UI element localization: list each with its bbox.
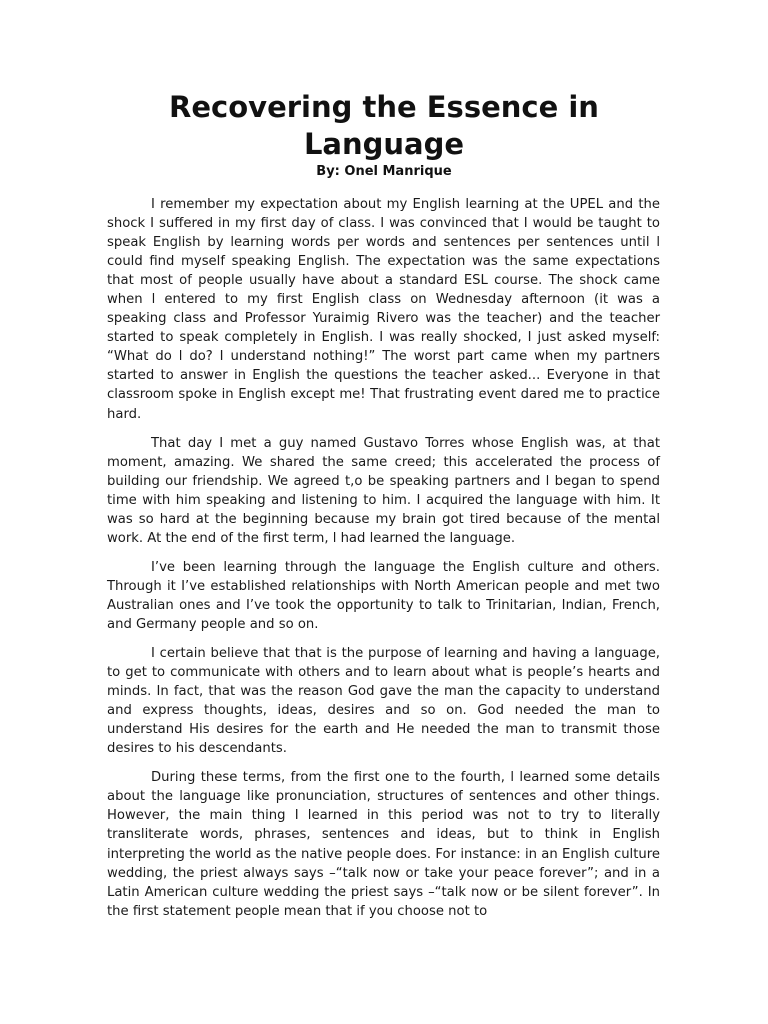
body-paragraph-3: I’ve been learning through the language the English culture and others. Through it I’ve established relationships with North American people and met two Australian ones and I’ve took the opportunity to talk to Trinitarian, Indian, French, and Germany people and so on. <box>107 559 660 632</box>
document-title: Recovering the Essence in Language <box>169 90 599 161</box>
document-author: By: Onel Manrique <box>316 164 452 179</box>
body-paragraph-5: During these terms, from the first one to the fourth, l learned some details about the language like pronunciation, structures of sentences and other things. However, the main thing I learned in this period was not to try to literally transliterate words, phrases, sentences and ideas, but to think in English interpreting the world as the native people does. For instance: in an English culture wedding, the priest always says –“talk now or take your peace forever”; and in a Latin American culture wedding the priest says –“talk now or be silent forever”. In the first statement people mean that if you choose not to <box>107 770 660 919</box>
body-paragraph-2: That day I met a guy named Gustavo Torres whose English was, at that moment, amazing. We shared the same creed; this accelerated the process of building our friendship. We agreed t,o be speaking partners and l began to spend time with him speaking and listening to him. I acquired the language with him. It was so hard at the beginning because my brain got tired because of the mental work. At the end of the first term, l had learned the language. <box>107 435 660 546</box>
body-paragraph-4: I certain believe that that is the purpose of learning and having a language, to get to communicate with others and to learn about what is people’s hearts and minds. In fact, that was the reason God gave the man the capacity to understand and express thoughts, ideas, desires and so on. God needed the man to understand His desires for the earth and He needed the man to transmit those desires to his descendants. <box>107 646 660 757</box>
document-body <box>107 195 660 931</box>
body-paragraph-1: I remember my expectation about my English learning at the UPEL and the shock I suffered in my first day of class. I was convinced that I would be taught to speak English by learning words per words and sentences per sentences until l could find myself speaking English. The expectation was the same expectations that most of people usually have about a standard ESL course. The shock came when l entered to my first English class on Wednesday afternoon (it was a speaking class and Professor Yuraimig Rivero was the teacher) and the teacher started to speak completely in English. I was really shocked, I just asked myself: “What do l do? I understand nothing!” The worst part came when my partners started to answer in English the questions the teacher asked... Everyone in that classroom spoke in English except me! That frustrating event dared me to practice hard. <box>107 197 660 422</box>
